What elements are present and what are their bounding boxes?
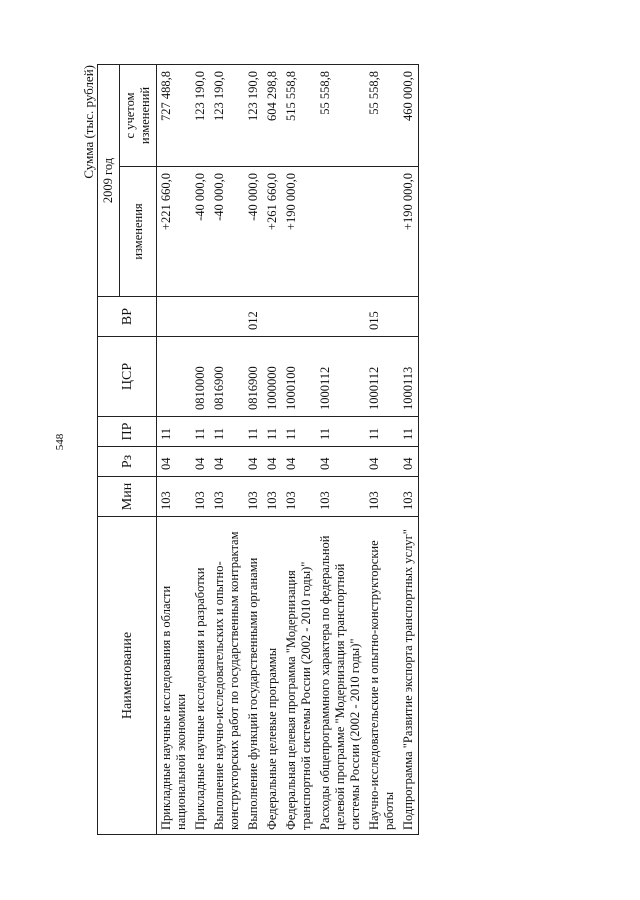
header-with-changes: с учетом изменений xyxy=(120,64,157,166)
cell-vr xyxy=(282,297,316,337)
cell-change: -40 000,0 xyxy=(244,167,263,297)
cell-pr: 11 xyxy=(210,417,244,447)
table-row xyxy=(365,64,399,834)
cell-pr: 11 xyxy=(316,417,365,447)
cell-vr xyxy=(157,297,192,337)
cell-change: +190 000,0 xyxy=(282,167,316,297)
cell-change: +190 000,0 xyxy=(399,167,419,297)
cell-rz: 04 xyxy=(191,447,210,477)
cell-min: 103 xyxy=(191,477,210,517)
cell-total: 460 000,0 xyxy=(399,64,419,166)
page-number: 548 xyxy=(54,433,66,451)
cell-min: 103 xyxy=(244,477,263,517)
header-pr: ПР xyxy=(98,417,157,447)
cell-total: 123 190,0 xyxy=(210,64,244,166)
cell-vr xyxy=(263,297,282,337)
cell-min: 103 xyxy=(399,477,419,517)
header-csr: ЦСР xyxy=(98,337,157,417)
cell-rz: 04 xyxy=(244,447,263,477)
cell-change xyxy=(365,167,399,297)
units-caption: Сумма (тыс. рублей) xyxy=(81,65,96,179)
cell-total: 123 190,0 xyxy=(191,64,210,166)
cell-total: 55 558,8 xyxy=(316,64,365,166)
cell-vr xyxy=(210,297,244,337)
cell-pr: 11 xyxy=(157,417,192,447)
table-row xyxy=(399,64,419,834)
cell-pr: 11 xyxy=(399,417,419,447)
cell-vr: 015 xyxy=(365,297,399,337)
cell-change: -40 000,0 xyxy=(210,167,244,297)
cell-rz: 04 xyxy=(157,447,192,477)
cell-total: 515 558,8 xyxy=(282,64,316,166)
budget-table xyxy=(97,64,419,835)
cell-name: Федеральная целевая программа "Модернизация транспортной системы России (2002 - 2010 годы)" xyxy=(282,517,316,835)
cell-pr: 11 xyxy=(282,417,316,447)
cell-csr: 1000113 xyxy=(399,337,419,417)
header-changes: изменения xyxy=(120,167,157,297)
rotated-page xyxy=(81,65,591,835)
cell-name: Подпрограмма "Развитие экспорта транспортных услуг" xyxy=(399,517,419,835)
table-row xyxy=(210,64,244,834)
cell-csr: 1000000 xyxy=(263,337,282,417)
cell-vr: 012 xyxy=(244,297,263,337)
cell-min: 103 xyxy=(365,477,399,517)
cell-csr: 0816900 xyxy=(244,337,263,417)
cell-pr: 11 xyxy=(191,417,210,447)
cell-total: 55 558,8 xyxy=(365,64,399,166)
cell-pr: 11 xyxy=(365,417,399,447)
table-row xyxy=(282,64,316,834)
cell-rz: 04 xyxy=(282,447,316,477)
cell-name: Выполнение функций государственными органами xyxy=(244,517,263,835)
cell-pr: 11 xyxy=(244,417,263,447)
cell-rz: 04 xyxy=(399,447,419,477)
cell-min: 103 xyxy=(316,477,365,517)
cell-total: 123 190,0 xyxy=(244,64,263,166)
table-row xyxy=(263,64,282,834)
cell-total: 727 488,8 xyxy=(157,64,192,166)
cell-change: +221 660,0 xyxy=(157,167,192,297)
table-body xyxy=(157,64,419,834)
cell-change: +261 660,0 xyxy=(263,167,282,297)
cell-rz: 04 xyxy=(210,447,244,477)
cell-csr: 0816900 xyxy=(210,337,244,417)
cell-csr xyxy=(157,337,192,417)
header-min: Мин xyxy=(98,477,157,517)
header-rz: Рз xyxy=(98,447,157,477)
cell-min: 103 xyxy=(157,477,192,517)
table-row xyxy=(316,64,365,834)
cell-min: 103 xyxy=(282,477,316,517)
cell-min: 103 xyxy=(210,477,244,517)
cell-name: Расходы общепрограммного характера по федеральной целевой программе "Модернизация транспортной системы России (2002 - 2010 годы)" xyxy=(316,517,365,835)
cell-change: -40 000,0 xyxy=(191,167,210,297)
cell-name: Научно-исследовательские и опытно-конструкторские работы xyxy=(365,517,399,835)
cell-name: Федеральные целевые программы xyxy=(263,517,282,835)
cell-rz: 04 xyxy=(263,447,282,477)
header-year: 2009 год xyxy=(98,64,120,296)
cell-name: Выполнение научно-исследовательских и опытно-конструкторских работ по государственным контрактам xyxy=(210,517,244,835)
cell-vr xyxy=(399,297,419,337)
cell-change xyxy=(316,167,365,297)
cell-min: 103 xyxy=(263,477,282,517)
cell-csr: 1000112 xyxy=(365,337,399,417)
cell-rz: 04 xyxy=(316,447,365,477)
cell-csr: 1000112 xyxy=(316,337,365,417)
header-name: Наименование xyxy=(98,517,157,835)
cell-csr: 0810000 xyxy=(191,337,210,417)
cell-vr xyxy=(191,297,210,337)
cell-pr: 11 xyxy=(263,417,282,447)
cell-rz: 04 xyxy=(365,447,399,477)
cell-name: Прикладные научные исследования в области национальной экономики xyxy=(157,517,192,835)
table-row xyxy=(157,64,192,834)
header-vr: ВР xyxy=(98,297,157,337)
cell-csr: 1000100 xyxy=(282,337,316,417)
table-header xyxy=(98,64,157,834)
table-row xyxy=(191,64,210,834)
cell-name: Прикладные научные исследования и разработки xyxy=(191,517,210,835)
cell-total: 604 298,8 xyxy=(263,64,282,166)
cell-vr xyxy=(316,297,365,337)
table-row xyxy=(244,64,263,834)
